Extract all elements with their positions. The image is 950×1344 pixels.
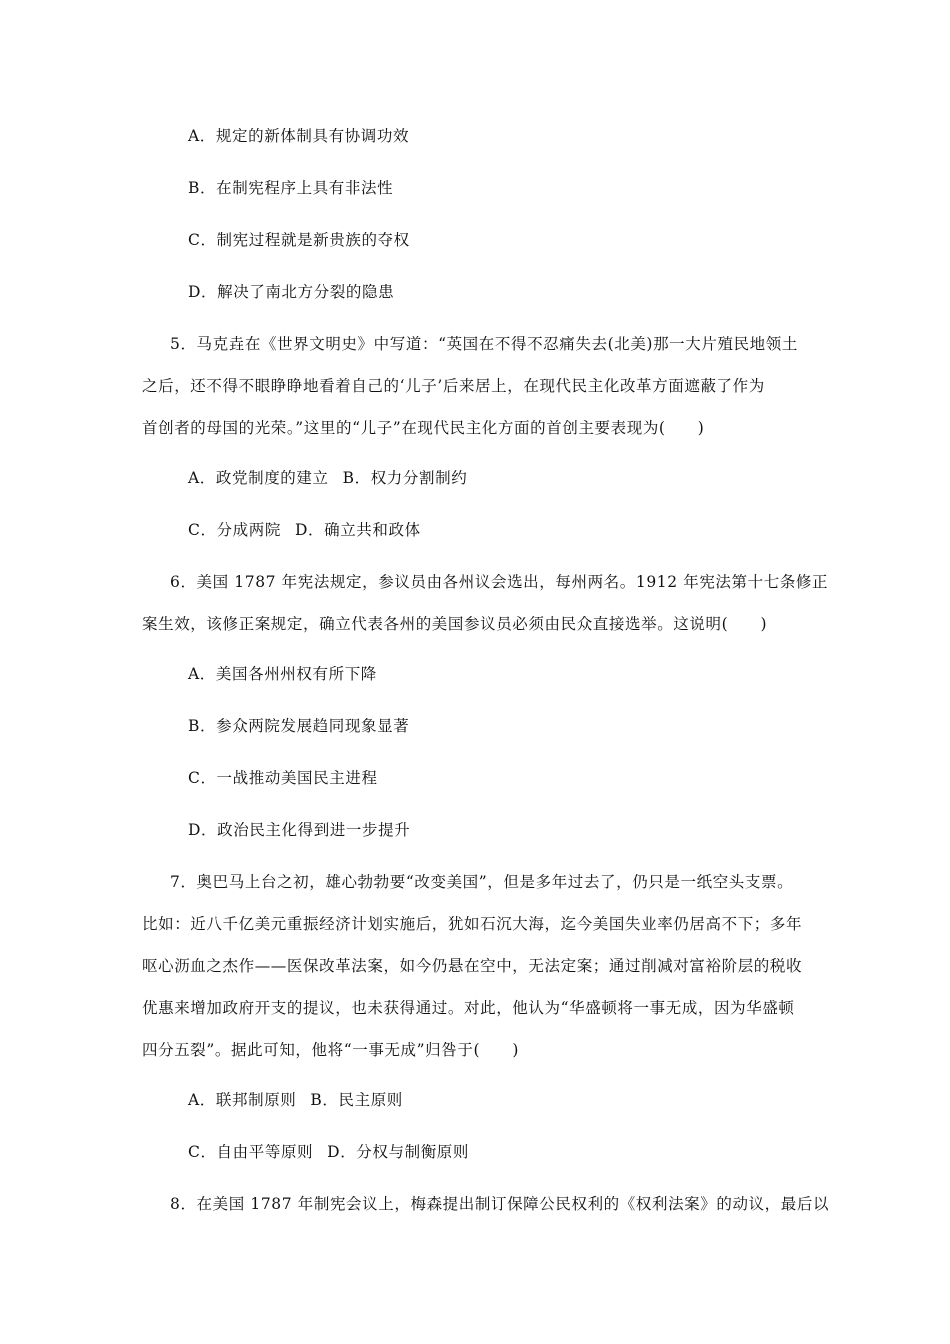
- q6-option-d: D．政治民主化得到进一步提升: [188, 821, 411, 839]
- q5-options-row-2: [188, 520, 421, 540]
- q7-stem-line-2: 比如：近八千亿美元重振经济计划实施后，犹如石沉大海，迄今美国失业率仍居高不下；多年: [142, 915, 803, 933]
- q7-stem-line-5: 四分五裂”。据此可知，他将“一事无成”归咎于( ): [142, 1041, 519, 1059]
- q6-option-c: C．一战推动美国民主进程: [188, 769, 378, 787]
- q7-option-d: D．分权与制衡原则: [327, 1143, 469, 1161]
- q7-stem-line-1: 7．奥巴马上台之初，雄心勃勃要“改变美国”，但是多年过去了，仍只是一纸空头支票。: [170, 873, 794, 891]
- q7-option-c: C．自由平等原则: [188, 1143, 314, 1161]
- q6-stem-line-1: 6．美国 1787 年宪法规定，参议员由各州议会选出，每州两名。1912 年宪法第十七条修正: [170, 573, 829, 591]
- q7-option-b: B．民主原则: [310, 1091, 403, 1109]
- q8-stem-line-1: 8．在美国 1787 年制宪会议上，梅森提出制订保障公民权利的《权利法案》的动议，最后以: [170, 1195, 830, 1213]
- q4-option-b: B．在制宪程序上具有非法性: [188, 179, 394, 197]
- q5-option-b: B．权力分割制约: [342, 469, 468, 487]
- q7-stem-line-4: 优惠来增加政府开支的提议，也未获得通过。对此，他认为“华盛顿将一事无成，因为华盛顿: [142, 999, 795, 1017]
- q5-stem-line-2: 之后，还不得不眼睁睁地看着自己的‘儿子’后来居上，在现代民主化改革方面遮蔽了作为: [142, 377, 765, 395]
- q5-options-row-1: [188, 468, 467, 488]
- q5-stem-line-1: 5．马克垚在《世界文明史》中写道：“英国在不得不忍痛失去(北美)那一大片殖民地领土: [170, 335, 798, 353]
- q6-option-b: B．参众两院发展趋同现象显著: [188, 717, 410, 735]
- q4-option-a: A．规定的新体制具有协调功效: [188, 127, 410, 145]
- q5-stem-line-3: 首创者的母国的光荣。”这里的“儿子”在现代民主化方面的首创主要表现为( ): [142, 419, 705, 437]
- q7-option-a: A．联邦制原则: [188, 1091, 297, 1109]
- q5-option-c: C．分成两院: [188, 521, 281, 539]
- q4-option-c: C．制宪过程就是新贵族的夺权: [188, 231, 410, 249]
- q5-option-d: D．确立共和政体: [294, 521, 421, 539]
- q6-option-a: A．美国各州州权有所下降: [188, 665, 377, 683]
- q7-options-row-2: [188, 1142, 469, 1162]
- q7-options-row-1: [188, 1090, 403, 1110]
- q5-option-a: A．政党制度的建立: [188, 469, 329, 487]
- q6-stem-line-2: 案生效，该修正案规定，确立代表各州的美国参议员必须由民众直接选举。这说明( ): [142, 615, 768, 633]
- q4-option-d: D．解决了南北方分裂的隐患: [188, 283, 395, 301]
- q7-stem-line-3: 呕心沥血之杰作——医保改革法案，如今仍悬在空中，无法定案；通过削减对富裕阶层的税收: [142, 957, 803, 975]
